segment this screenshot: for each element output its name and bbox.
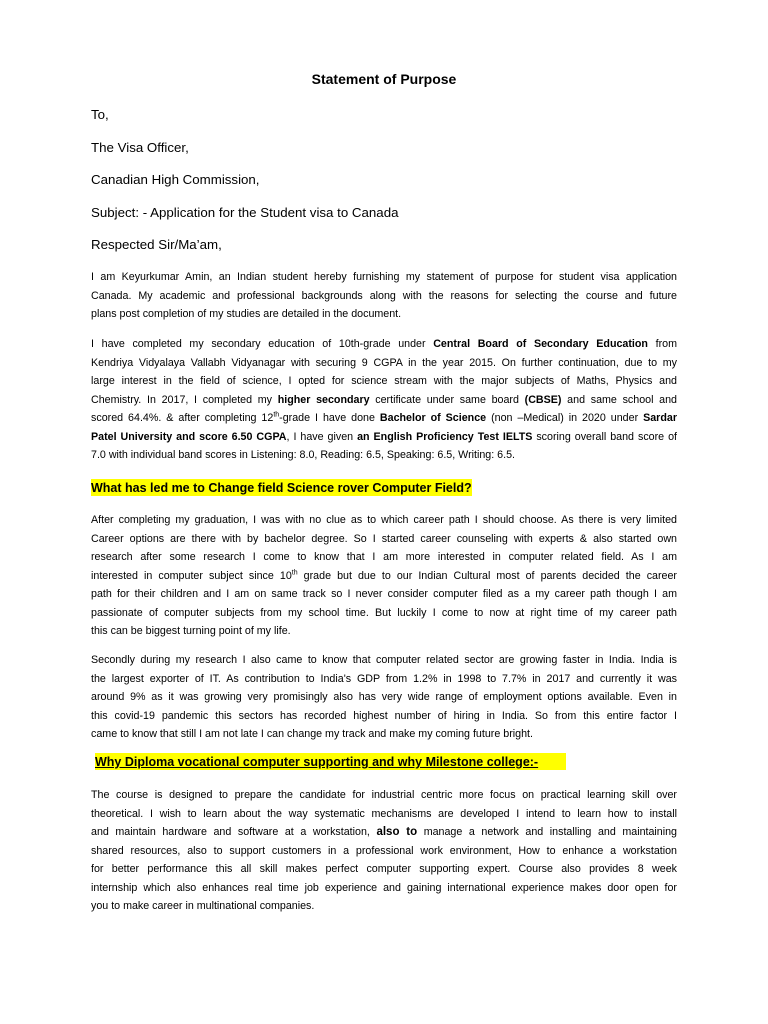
- paragraph-line: I am Keyurkumar Amin, an Indian student hereby furnishing my statement of purpose for student visa application: [91, 271, 677, 283]
- paragraph-line: this can be biggest turning point of my life.: [91, 625, 291, 637]
- paragraph-line: internship which also enhances real time job experience and gaining international experience makes door open for: [91, 881, 677, 894]
- paragraph-line: Patel University and score 6.50 CGPA, I have given an English Proficiency Test IELTS scoring overall band score of: [91, 430, 677, 443]
- paragraph-line: Secondly during my research I also came to know that computer related sector are growing faster in India. India is: [91, 654, 677, 666]
- subject-line: Subject: - Application for the Student visa to Canada: [91, 205, 399, 220]
- paragraph-line: The course is designed to prepare the candidate for industrial centric more focus on practical learning skill over: [91, 789, 677, 801]
- salutation-to: To,: [91, 107, 109, 122]
- paragraph-line: Kendriya Vidyalaya Vallabh Vidyanagar with securing 9 CGPA in the year 2015. On further continuation, due to my: [91, 356, 677, 369]
- paragraph-line: interested in computer subject since 10th grade but due to our Indian Cultural most of parents decided the career: [91, 568, 677, 582]
- paragraph-line: scored 64.4%. & after completing 12th-grade I have done Bachelor of Science (non –Medical) in 2020 under Sardar: [91, 411, 677, 424]
- paragraph-line: passionate of computer subjects from my school time. But luckily I come to now at right time of my career path: [91, 606, 677, 619]
- paragraph-line: I have completed my secondary education of 10th-grade under Central Board of Secondary Education from: [91, 338, 677, 350]
- paragraph-line: Career options are there with by bachelor degree. So I started career counseling with experts & also started own: [91, 532, 677, 545]
- paragraph-career-change: [91, 511, 677, 641]
- paragraph-line: around 9% as it was growing very promisingly also has very wide range of employment options available. Even in: [91, 691, 677, 703]
- paragraph-line: for better performance this all skill makes perfect computer supporting expert. Course also provides 8 week: [91, 863, 677, 875]
- paragraph-line: After completing my graduation, I was with no clue as to which career path I should choose. As there is very limited: [91, 514, 677, 526]
- paragraph-line: large interest in the field of science, I opted for science stream with the major subjects of Maths, Physics and: [91, 375, 677, 387]
- document-title: Statement of Purpose: [311, 71, 457, 87]
- paragraph-course: [91, 786, 677, 916]
- paragraph-education: [91, 335, 677, 465]
- paragraph-research: [91, 651, 677, 744]
- paragraph-line: plans post completion of my studies are detailed in the document.: [91, 308, 402, 320]
- paragraph-line: path for their children and I am on same track so I never consider computer filed as a my career path though I am: [91, 588, 677, 600]
- paragraph-line: Canada. My academic and professional backgrounds along with the reasons for selecting the course and future: [91, 289, 677, 302]
- greeting: Respected Sir/Ma’am,: [91, 237, 222, 252]
- recipient-line-2: Canadian High Commission,: [91, 172, 260, 187]
- paragraph-line: research after some research I come to know that I am more interested in computer related field. As I am: [91, 551, 677, 563]
- paragraph-line: you to make career in multinational companies.: [91, 900, 315, 912]
- recipient-line-1: The Visa Officer,: [91, 140, 189, 155]
- paragraph-line: and maintain hardware and software at a workstation, also to manage a network and installing and maintaining: [91, 826, 677, 838]
- paragraph-intro: [91, 268, 677, 324]
- section-heading-why-diploma: Why Diploma vocational computer supporting and why Milestone college:-: [95, 753, 566, 770]
- paragraph-line: Chemistry. In 2017, I completed my higher secondary certificate under same board (CBSE) and same school and: [91, 393, 677, 406]
- paragraph-line: theoretical. I wish to learn about the way systematic mechanisms are developed I intend to learn how to install: [91, 807, 677, 820]
- paragraph-line: 7.0 with individual band scores in Listening: 8.0, Reading: 6.5, Speaking: 6.5, Writing: 6.5.: [91, 449, 515, 461]
- paragraph-line: came to know that still I am not late I can change my track and make my coming future bright.: [91, 728, 533, 740]
- section-heading-change-field: What has led me to Change field Science rover Computer Field?: [91, 481, 472, 495]
- paragraph-line: this covid-19 pandemic this sectors has recorded highest number of hiring in India. So from this entire factor I: [91, 709, 677, 722]
- paragraph-line: shared resources, also to support customers in a professional work environment, How to enhance a workstation: [91, 844, 677, 857]
- paragraph-line: the largest exporter of IT. As contribution to India's GDP from 1.2% in 1998 to 7.7% in 2017 and currently it was: [91, 672, 677, 685]
